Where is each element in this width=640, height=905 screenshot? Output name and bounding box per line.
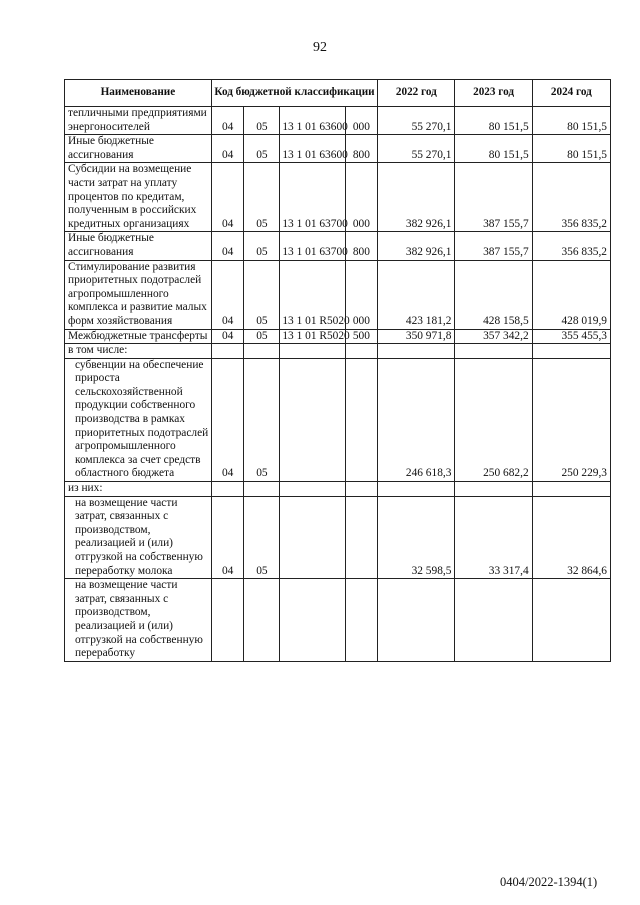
row-subsection: 05 xyxy=(244,107,280,135)
row-name: Стимулирование развития приоритетных подотраслей агропромышленного комплекса и развитие малых форм хозяйствования xyxy=(65,260,212,329)
row-name: из них: xyxy=(65,482,212,497)
row-value-2022: 382 926,1 xyxy=(378,163,455,232)
row-value-2022: 350 971,8 xyxy=(378,329,455,344)
table-row xyxy=(65,232,611,260)
table-row xyxy=(65,260,611,329)
row-subsection: 05 xyxy=(244,232,280,260)
row-value-2024: 355 455,3 xyxy=(532,329,610,344)
row-expense-type: 800 xyxy=(345,135,378,163)
table-row xyxy=(65,135,611,163)
row-subsection: 05 xyxy=(244,358,280,481)
row-value-2023 xyxy=(455,482,532,497)
header-2022: 2022 год xyxy=(378,80,455,107)
row-value-2022 xyxy=(378,579,455,662)
table-row xyxy=(65,344,611,359)
row-target-article xyxy=(280,496,345,579)
table-row xyxy=(65,329,611,344)
row-value-2022 xyxy=(378,482,455,497)
row-target-article: 13 1 01 63600 xyxy=(280,107,345,135)
row-value-2024 xyxy=(532,579,610,662)
row-value-2022 xyxy=(378,344,455,359)
row-expense-type: 000 xyxy=(345,163,378,232)
row-name: субвенции на обеспечение прироста сельскохозяйственной продукции собственного производства в рамках приоритетных подотраслей агропромышленного комплекса за счет средств областного бюджета xyxy=(65,358,212,481)
row-target-article: 13 1 01 63700 xyxy=(280,232,345,260)
row-value-2024: 428 019,9 xyxy=(532,260,610,329)
page-number: 92 xyxy=(313,40,327,55)
row-section xyxy=(211,482,244,497)
row-name: на возмещение части затрат, связанных с производством, реализацией и (или) отгрузкой на собственную переработку xyxy=(65,579,212,662)
row-section: 04 xyxy=(211,163,244,232)
table-row xyxy=(65,107,611,135)
row-value-2023: 80 151,5 xyxy=(455,107,532,135)
row-expense-type xyxy=(345,496,378,579)
document-code: 0404/2022-1394(1) xyxy=(500,875,598,889)
row-expense-type xyxy=(345,579,378,662)
table-header-row xyxy=(65,80,611,107)
row-section: 04 xyxy=(211,260,244,329)
table-row xyxy=(65,496,611,579)
row-value-2024: 250 229,3 xyxy=(532,358,610,481)
row-name: на возмещение части затрат, связанных с производством, реализацией и (или) отгрузкой на собственную переработку молока xyxy=(65,496,212,579)
header-2024: 2024 год xyxy=(532,80,610,107)
row-subsection: 05 xyxy=(244,329,280,344)
row-value-2024: 356 835,2 xyxy=(532,163,610,232)
row-value-2022: 55 270,1 xyxy=(378,135,455,163)
row-expense-type xyxy=(345,482,378,497)
row-expense-type: 000 xyxy=(345,260,378,329)
row-name: тепличными предприятиями энергоносителей xyxy=(65,107,212,135)
row-section: 04 xyxy=(211,329,244,344)
header-name: Наименование xyxy=(65,80,212,107)
row-name: Иные бюджетные ассигнования xyxy=(65,135,212,163)
row-value-2024: 32 864,6 xyxy=(532,496,610,579)
row-value-2023 xyxy=(455,344,532,359)
row-expense-type: 000 xyxy=(345,107,378,135)
row-expense-type xyxy=(345,358,378,481)
row-section xyxy=(211,344,244,359)
row-subsection: 05 xyxy=(244,496,280,579)
header-2023: 2023 год xyxy=(455,80,532,107)
row-value-2022: 246 618,3 xyxy=(378,358,455,481)
row-target-article: 13 1 01 63700 xyxy=(280,163,345,232)
row-section: 04 xyxy=(211,107,244,135)
row-value-2023: 250 682,2 xyxy=(455,358,532,481)
table-row xyxy=(65,163,611,232)
row-subsection xyxy=(244,579,280,662)
row-expense-type: 800 xyxy=(345,232,378,260)
row-section xyxy=(211,579,244,662)
row-value-2022: 423 181,2 xyxy=(378,260,455,329)
budget-table xyxy=(64,79,611,662)
row-value-2023: 428 158,5 xyxy=(455,260,532,329)
row-target-article xyxy=(280,482,345,497)
row-name: Иные бюджетные ассигнования xyxy=(65,232,212,260)
row-name: Субсидии на возмещение части затрат на уплату процентов по кредитам, полученным в российских кредитных организациях xyxy=(65,163,212,232)
row-value-2024 xyxy=(532,344,610,359)
row-section: 04 xyxy=(211,232,244,260)
row-expense-type: 500 xyxy=(345,329,378,344)
table-row xyxy=(65,579,611,662)
row-subsection: 05 xyxy=(244,260,280,329)
row-target-article xyxy=(280,579,345,662)
row-value-2024 xyxy=(532,482,610,497)
row-name: в том числе: xyxy=(65,344,212,359)
row-section: 04 xyxy=(211,135,244,163)
row-value-2023: 387 155,7 xyxy=(455,232,532,260)
row-value-2023: 387 155,7 xyxy=(455,163,532,232)
row-value-2022: 32 598,5 xyxy=(378,496,455,579)
row-section: 04 xyxy=(211,496,244,579)
row-expense-type xyxy=(345,344,378,359)
row-value-2022: 55 270,1 xyxy=(378,107,455,135)
row-value-2024: 80 151,5 xyxy=(532,135,610,163)
row-target-article: 13 1 01 63600 xyxy=(280,135,345,163)
row-value-2023: 357 342,2 xyxy=(455,329,532,344)
row-value-2023: 33 317,4 xyxy=(455,496,532,579)
row-target-article: 13 1 01 R5020 xyxy=(280,329,345,344)
table-row xyxy=(65,358,611,481)
row-section: 04 xyxy=(211,358,244,481)
row-value-2024: 80 151,5 xyxy=(532,107,610,135)
row-value-2023: 80 151,5 xyxy=(455,135,532,163)
header-budget-code: Код бюджетной классификации xyxy=(211,80,377,107)
row-subsection xyxy=(244,482,280,497)
row-subsection xyxy=(244,344,280,359)
table-row xyxy=(65,482,611,497)
row-name: Межбюджетные трансферты xyxy=(65,329,212,344)
row-value-2022: 382 926,1 xyxy=(378,232,455,260)
row-value-2023 xyxy=(455,579,532,662)
row-subsection: 05 xyxy=(244,163,280,232)
row-target-article: 13 1 01 R5020 xyxy=(280,260,345,329)
row-value-2024: 356 835,2 xyxy=(532,232,610,260)
row-target-article xyxy=(280,358,345,481)
row-subsection: 05 xyxy=(244,135,280,163)
row-target-article xyxy=(280,344,345,359)
